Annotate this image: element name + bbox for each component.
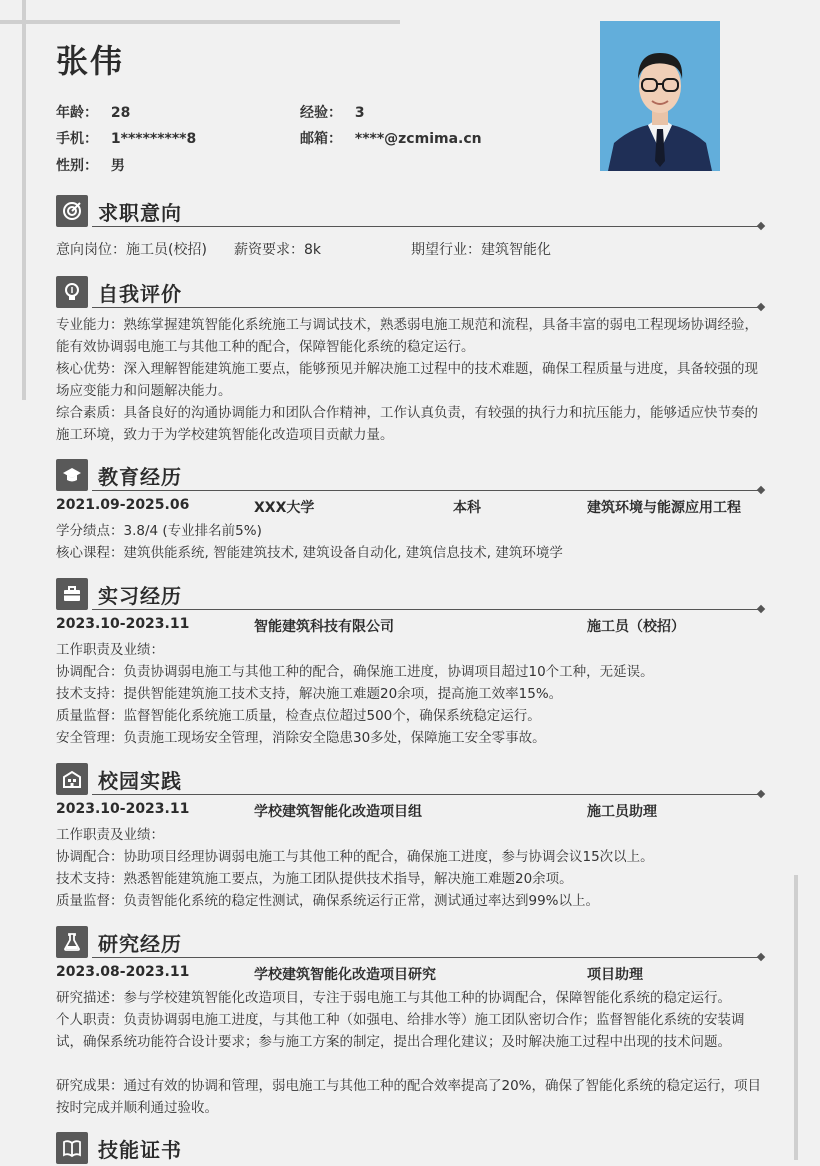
section-divider-end [757, 953, 765, 961]
section-self-evaluation [56, 276, 764, 310]
section-divider-end [757, 605, 765, 613]
campus-line: 质量监督：负责智能化系统的稳定性测试，确保系统运行正常，测试通过率达到99%以上。 [56, 893, 600, 909]
internship-role: 施工员（校招） [587, 619, 685, 635]
phone-info [56, 128, 196, 148]
internship-line: 协调配合：负责协调弱电施工与其他工种的配合，确保施工进度，协调项目超过10个工种，无延误。 [56, 664, 654, 680]
education-major: 建筑环境与能源应用工程 [587, 500, 741, 516]
section-job-intention [56, 195, 764, 229]
section-title: 自我评价 [98, 282, 182, 306]
campus-role: 施工员助理 [587, 804, 657, 820]
internship-row [56, 616, 766, 638]
campus-line: 技术支持：熟悉智能建筑施工要点，为施工团队提供技术指导，解决施工难题20余项。 [56, 871, 573, 887]
internship-line: 质量监督：监督智能化系统施工质量，检查点位超过500个，确保系统稳定运行。 [56, 708, 541, 724]
intended-position: 意向岗位：施工员(校招) [56, 242, 207, 258]
section-title: 研究经历 [98, 932, 182, 956]
book-icon [56, 1132, 88, 1164]
expected-salary: 薪资要求：8k [234, 242, 322, 258]
section-divider [92, 609, 760, 610]
research-description: 研究描述：参与学校建筑智能化改造项目，专注于弱电施工与其他工种的协调配合，保障智能化系统的稳定运行。 [56, 990, 731, 1006]
self-eval-quality: 综合素质：具备良好的沟通协调能力和团队合作精神，工作认真负责，有较强的执行力和抗压能力，能够适应快节奏的施工环境，致力于为学校建筑智能化改造项目贡献力量。 [56, 405, 758, 443]
section-skills-certificates [56, 1132, 764, 1166]
email-label: 邮箱： [300, 131, 342, 147]
education-school: XXX大学 [254, 500, 315, 516]
age-info [56, 102, 130, 122]
campus-period: 2023.10-2023.11 [56, 801, 190, 817]
campus-org: 学校建筑智能化改造项目组 [254, 804, 422, 820]
education-courses: 核心课程：建筑供能系统, 智能建筑技术, 建筑设备自动化, 建筑信息技术, 建筑环境学 [56, 545, 563, 561]
education-period: 2021.09-2025.06 [56, 497, 190, 513]
section-title: 技能证书 [98, 1138, 182, 1162]
email-info [300, 128, 482, 148]
decorative-bar-top [0, 20, 400, 24]
graduation-cap-icon [56, 459, 88, 491]
section-divider [92, 794, 760, 795]
building-icon [56, 763, 88, 795]
phone-label: 手机： [56, 131, 98, 147]
profile-photo [600, 21, 720, 171]
decorative-bar-left [22, 0, 26, 400]
campus-line: 协调配合：协助项目经理协调弱电施工与其他工种的配合，确保施工进度，参与协调会议15次以上。 [56, 849, 654, 865]
section-campus-practice [56, 763, 764, 797]
experience-info [300, 102, 365, 122]
target-icon [56, 195, 88, 227]
education-gpa: 学分绩点：3.8/4 (专业排名前5%) [56, 523, 262, 539]
decorative-bar-right [794, 875, 798, 1160]
self-eval-professional: 专业能力：熟练掌握建筑智能化系统施工与调试技术，熟悉弱电施工规范和流程，具备丰富的弱电工程现场协调经验，能有效协调弱电施工与其他工种的配合，保障智能化系统的稳定运行。 [56, 317, 758, 355]
section-divider-end [757, 222, 765, 230]
briefcase-icon [56, 578, 88, 610]
section-education [56, 459, 764, 493]
education-row [56, 497, 766, 519]
experience-value: 3 [354, 105, 365, 121]
internship-line: 技术支持：提供智能建筑施工技术支持，解决施工难题20余项，提高施工效率15%。 [56, 686, 563, 702]
section-divider-end [757, 303, 765, 311]
research-row [56, 964, 766, 986]
section-title: 校园实践 [98, 769, 182, 793]
internship-period: 2023.10-2023.11 [56, 616, 190, 632]
section-divider-end [757, 486, 765, 494]
campus-line: 工作职责及业绩： [56, 827, 164, 843]
expected-industry: 期望行业：建筑智能化 [411, 242, 551, 258]
section-divider [92, 957, 760, 958]
age-value: 28 [110, 105, 131, 121]
section-divider [92, 307, 760, 308]
research-project: 学校建筑智能化改造项目研究 [254, 967, 436, 983]
section-research [56, 926, 764, 960]
candidate-name: 张伟 [56, 42, 125, 80]
section-internship [56, 578, 764, 612]
research-result: 研究成果：通过有效的协调和管理，弱电施工与其他工种的配合效率提高了20%，确保了智能化系统的稳定运行，项目按时完成并顺利通过验收。 [56, 1078, 762, 1116]
flask-icon [56, 926, 88, 958]
phone-value: 1*********8 [110, 131, 197, 147]
experience-label: 经验： [300, 105, 342, 121]
research-period: 2023.08-2023.11 [56, 964, 190, 980]
section-title: 实习经历 [98, 584, 182, 608]
email-value: ****@zcmima.cn [354, 131, 482, 147]
gender-label: 性别： [56, 158, 98, 174]
gender-value: 男 [110, 158, 125, 174]
section-divider-end [757, 790, 765, 798]
internship-company: 智能建筑科技有限公司 [254, 619, 394, 635]
internship-line: 工作职责及业绩： [56, 642, 164, 658]
section-divider [92, 226, 760, 227]
education-degree: 本科 [453, 500, 481, 516]
age-label: 年龄： [56, 105, 98, 121]
gender-info [56, 155, 125, 175]
self-eval-advantage: 核心优势：深入理解智能建筑施工要点，能够预见并解决施工过程中的技术难题，确保工程质量与进度，具备较强的现场应变能力和问题解决能力。 [56, 361, 758, 399]
lightbulb-icon [56, 276, 88, 308]
section-divider [92, 490, 760, 491]
research-duty: 个人职责：负责协调弱电施工进度，与其他工种（如强电、给排水等）施工团队密切合作；监督智能化系统的安装调试，确保系统功能符合设计要求；参与施工方案的制定，提出合理化建议；及时解决施工过程中出现的技术问题。 [56, 1012, 745, 1050]
section-title: 教育经历 [98, 465, 182, 489]
campus-row [56, 801, 766, 823]
section-title: 求职意向 [98, 201, 182, 225]
internship-line: 安全管理：负责施工现场安全管理，消除安全隐患30多处，保障施工安全零事故。 [56, 730, 546, 746]
research-role: 项目助理 [587, 967, 643, 983]
